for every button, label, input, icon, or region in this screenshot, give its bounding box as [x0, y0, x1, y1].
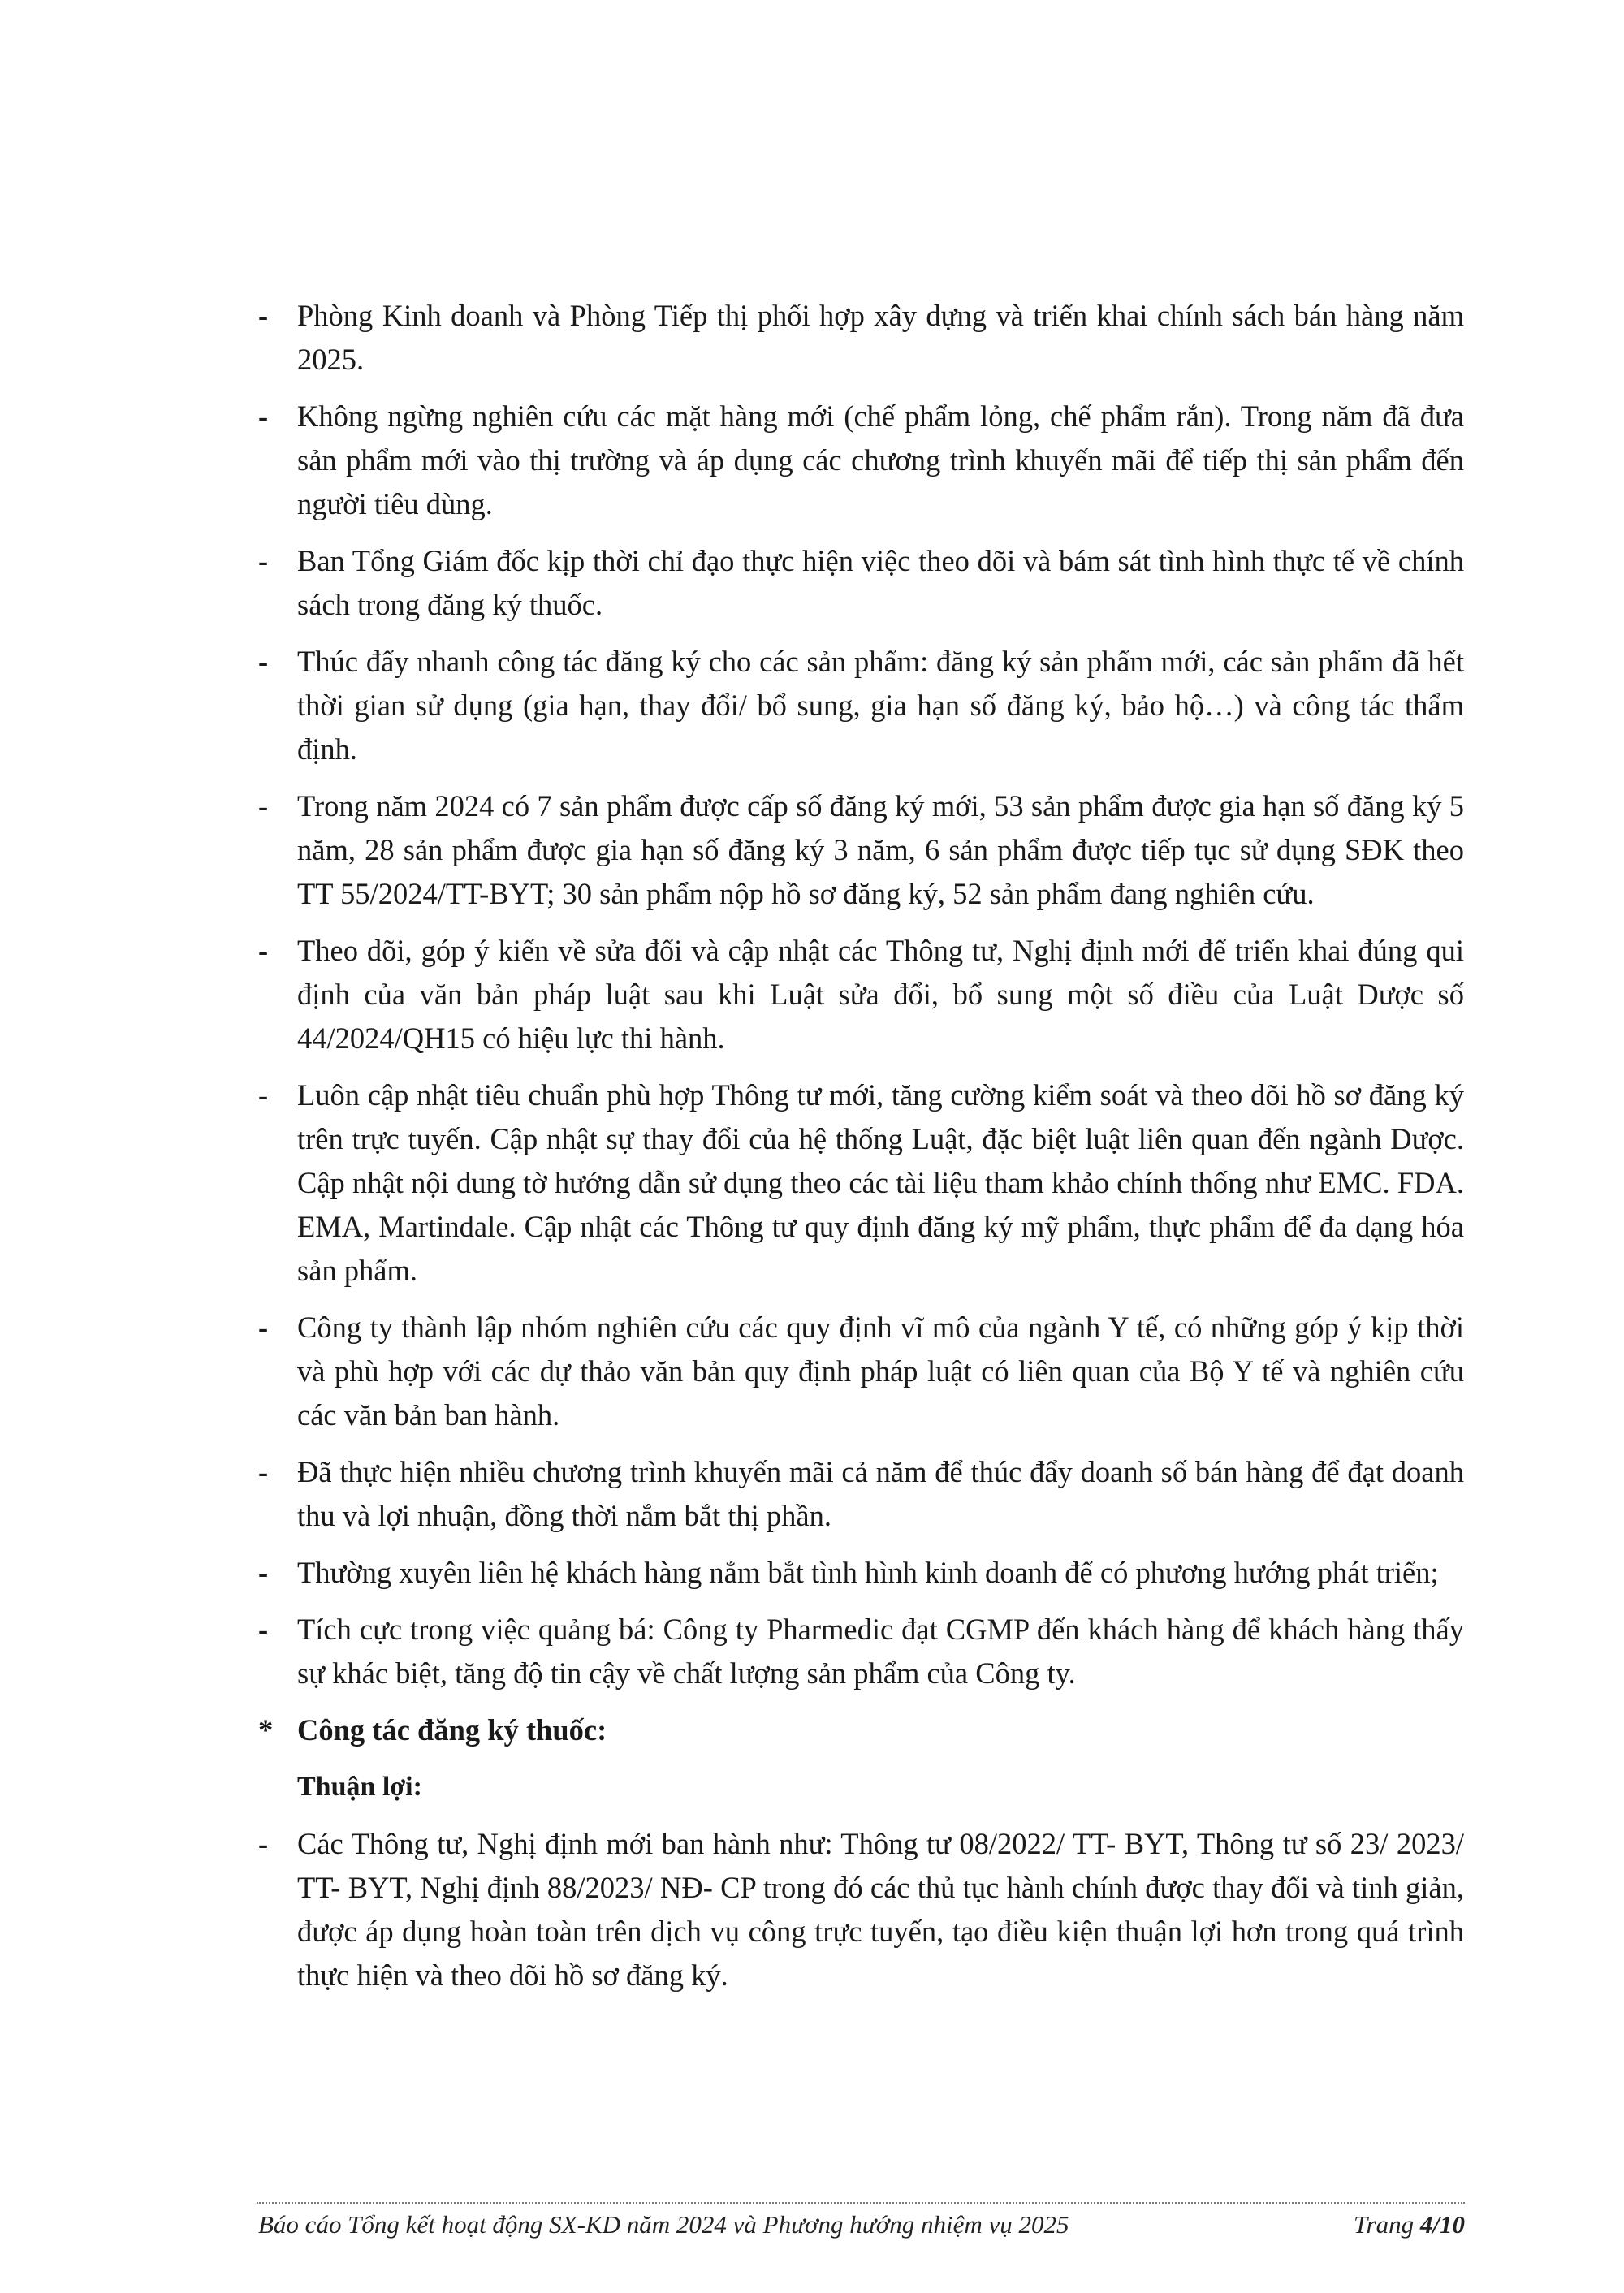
bullet-marker: -: [258, 645, 269, 678]
footer-page-number: [1354, 2210, 1465, 2239]
bullet-marker: -: [258, 1078, 269, 1112]
bullet-marker: -: [258, 299, 269, 332]
list-item-text: Các Thông tư, Nghị định mới ban hành như: Thông tư 08/2022/ TT- BYT, Thông tư số 23/ 2023/ TT- BYT, Nghị định 88/2023/ NĐ- CP trong đó các thủ tục hành chính được thay đổi và tinh giản, được áp dụng hoàn toàn trên dịch vụ công trực tuyến, tạo điều kiện thuận lợi hơn trong quá trình thực hiện và theo dõi hồ sơ đăng ký.: [297, 1827, 1464, 1992]
section-heading: [258, 1708, 1464, 1752]
list-item-text: Trong năm 2024 có 7 sản phẩm được cấp số đăng ký mới, 53 sản phẩm được gia hạn số đăng ký 5 năm, 28 sản phẩm được gia hạn số đăng ký 3 năm, 6 sản phẩm được tiếp tục sử dụng SĐK theo TT 55/2024/TT-BYT; 30 sản phẩm nộp hồ sơ đăng ký, 52 sản phẩm đang nghiên cứu.: [297, 789, 1464, 910]
list-item: [258, 1306, 1464, 1437]
bullet-marker: -: [258, 1455, 269, 1488]
list-item-text: Ban Tổng Giám đốc kịp thời chỉ đạo thực hiện việc theo dõi và bám sát tình hình thực tế về chính sách trong đăng ký thuốc.: [297, 544, 1464, 621]
page-number: 4/10: [1419, 2210, 1465, 2239]
list-item-text: Phòng Kinh doanh và Phòng Tiếp thị phối hợp xây dựng và triển khai chính sách bán hàng năm 2025.: [297, 299, 1464, 376]
list-item: [258, 1450, 1464, 1538]
bullet-marker: -: [258, 1311, 269, 1344]
bullet-marker: -: [258, 1556, 269, 1589]
list-item-text: Theo dõi, góp ý kiến về sửa đổi và cập nhật các Thông tư, Nghị định mới để triển khai đúng qui định của văn bản pháp luật sau khi Luật sửa đổi, bổ sung một số điều của Luật Dược số 44/2024/QH15 có hiệu lực thi hành.: [297, 934, 1464, 1055]
bullet-marker: -: [258, 544, 269, 577]
section-marker: *: [258, 1713, 274, 1747]
list-item: [258, 929, 1464, 1060]
bullet-list-top: [258, 294, 1464, 1695]
list-item-text: Công ty thành lập nhóm nghiên cứu các quy định vĩ mô của ngành Y tế, có những góp ý kịp thời và phù hợp với các dự thảo văn bản quy định pháp luật có liên quan của Bộ Y tế và nghiên cứu các văn bản ban hành.: [297, 1311, 1464, 1432]
list-item: [258, 539, 1464, 627]
bullet-marker: -: [258, 399, 269, 433]
list-item: [258, 784, 1464, 916]
list-item: [258, 1608, 1464, 1695]
list-item-text: Đã thực hiện nhiều chương trình khuyến mãi cả năm để thúc đẩy doanh số bán hàng để đạt doanh thu và lợi nhuận, đồng thời nắm bắt thị phần.: [297, 1455, 1464, 1532]
section-subheading: Thuận lợi:: [297, 1772, 422, 1802]
bullet-marker: -: [258, 789, 269, 823]
list-item: [258, 640, 1464, 771]
list-item: [258, 1822, 1464, 1997]
page-label: Trang: [1354, 2210, 1420, 2239]
list-item-text: Thúc đẩy nhanh công tác đăng ký cho các sản phẩm: đăng ký sản phẩm mới, các sản phẩm đã hết thời gian sử dụng (gia hạn, thay đổi/ bổ sung, gia hạn số đăng ký, bảo hộ…) và công tác thẩm định.: [297, 645, 1464, 766]
document-body: [258, 294, 1464, 2010]
list-item-text: Tích cực trong việc quảng bá: Công ty Pharmedic đạt CGMP đến khách hàng để khách hàng thấy sự khác biệt, tăng độ tin cậy về chất lượng sản phẩm của Công ty.: [297, 1613, 1464, 1690]
list-item-text: Luôn cập nhật tiêu chuẩn phù hợp Thông tư mới, tăng cường kiểm soát và theo dõi hồ sơ đăng ký trên trực tuyến. Cập nhật sự thay đổi của hệ thống Luật, đặc biệt luật liên quan đến ngành Dược. Cập nhật nội dung tờ hướng dẫn sử dụng theo các tài liệu tham khảo chính thống như EMC. FDA. EMA, Martindale. Cập nhật các Thông tư quy định đăng ký mỹ phẩm, thực phẩm để đa dạng hóa sản phẩm.: [297, 1078, 1464, 1287]
bullet-marker: -: [258, 934, 269, 967]
bullet-list-bottom: [258, 1822, 1464, 1997]
list-item: [258, 395, 1464, 526]
list-item: [258, 1073, 1464, 1293]
bullet-marker: -: [258, 1613, 269, 1646]
list-item-text: Thường xuyên liên hệ khách hàng nắm bắt tình hình kinh doanh để có phương hướng phát triển;: [297, 1556, 1439, 1589]
footer-divider: [257, 2202, 1465, 2204]
footer-report-title: Báo cáo Tổng kết hoạt động SX-KD năm 2024 và Phương hướng nhiệm vụ 2025: [258, 2210, 1069, 2239]
list-item: [258, 1551, 1464, 1595]
section-title: Công tác đăng ký thuốc:: [297, 1713, 607, 1747]
list-item-text: Không ngừng nghiên cứu các mặt hàng mới (chế phẩm lỏng, chế phẩm rắn). Trong năm đã đưa sản phẩm mới vào thị trường và áp dụng các chương trình khuyến mãi để tiếp thị sản phẩm đến người tiêu dùng.: [297, 399, 1464, 520]
list-item: [258, 294, 1464, 382]
bullet-marker: -: [258, 1827, 269, 1860]
